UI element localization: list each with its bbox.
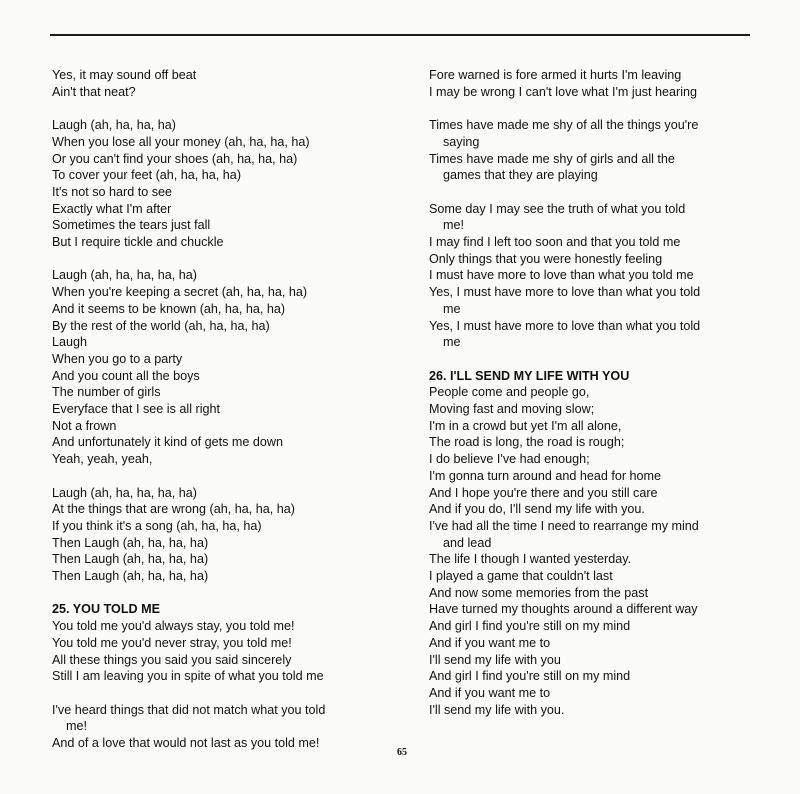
lyric-line: I may find I left too soon and that you told me <box>429 235 681 249</box>
lyric-line: All these things you said you said sincerely <box>52 652 292 667</box>
lyric-line-continuation: and lead <box>443 535 492 550</box>
lyric-line: Yes, I must have more to love than what you told <box>429 285 701 300</box>
lyric-line: Yes, it may sound off beat <box>52 68 197 82</box>
lyric-line: Only things that you were honestly feeling <box>429 251 663 266</box>
left-column <box>52 67 382 752</box>
lyric-line: Then Laugh (ah, ha, ha, ha) <box>52 535 209 550</box>
lyric-line: And girl I find you're still on my mind <box>429 619 631 634</box>
right-column <box>429 67 759 718</box>
lyric-line: I must have more to love than what you told me <box>429 268 694 283</box>
stanza-break <box>52 685 382 702</box>
lyric-line: I'll send my life with you <box>429 652 561 667</box>
lyric-line: You told me you'd always stay, you told me! <box>52 619 295 634</box>
lyric-line: Laugh (ah, ha, ha, ha) <box>52 118 176 133</box>
lyric-line: And I hope you're there and you still care <box>429 485 658 500</box>
lyric-line: If you think it's a song (ah, ha, ha, ha) <box>52 518 262 533</box>
lyric-line: When you're keeping a secret (ah, ha, ha, ha) <box>52 285 308 300</box>
page-number: 65 <box>397 747 407 758</box>
lyric-line: At the things that are wrong (ah, ha, ha, ha) <box>52 502 295 517</box>
lyric-line: I'm in a crowd but yet I'm all alone, <box>429 418 622 433</box>
lyric-line: I may be wrong I can't love what I'm just hearing <box>429 84 698 99</box>
lyric-line-continuation: me <box>443 301 461 316</box>
stanza-break <box>52 100 382 117</box>
lyric-line: Fore warned is fore armed it hurts I'm leaving <box>429 68 682 82</box>
lyric-line: When you go to a party <box>52 351 183 366</box>
stanza-break <box>429 351 759 368</box>
lyric-line: And unfortunately it kind of gets me down <box>52 435 284 450</box>
lyric-line: I've heard things that did not match what you told <box>52 702 326 717</box>
lyric-line: And girl I find you're still on my mind <box>429 669 631 684</box>
lyric-line: By the rest of the world (ah, ha, ha, ha) <box>52 318 270 333</box>
stanza-break <box>52 251 382 268</box>
lyric-line: Laugh <box>52 335 88 350</box>
lyric-line: Sometimes the tears just fall <box>52 218 211 233</box>
lyric-line: The life I though I wanted yesterday. <box>429 552 632 567</box>
lyric-line: It's not so hard to see <box>52 184 173 199</box>
lyric-line-continuation: games that they are playing <box>443 168 598 183</box>
lyric-line: Or you can't find your shoes (ah, ha, ha, ha) <box>52 151 298 166</box>
lyric-line-continuation: saying <box>443 134 480 149</box>
stanza-break <box>52 468 382 485</box>
lyric-line: You told me you'd never stray, you told me! <box>52 635 292 650</box>
lyric-line: Laugh (ah, ha, ha, ha, ha) <box>52 268 197 283</box>
lyric-line: Some day I may see the truth of what you told <box>429 201 686 216</box>
lyric-line: And now some memories from the past <box>429 585 649 600</box>
lyric-line: People come and people go, <box>429 385 590 400</box>
lyric-line-continuation: me <box>443 335 461 350</box>
lyric-line: Yes, I must have more to love than what you told <box>429 318 701 333</box>
lyric-line: Yeah, yeah, yeah, <box>52 452 153 467</box>
lyric-line: I do believe I've had enough; <box>429 452 590 467</box>
lyric-line-continuation: me! <box>66 719 87 734</box>
lyric-line: I played a game that couldn't last <box>429 569 613 584</box>
lyric-line: And if you do, I'll send my life with you. <box>429 502 645 517</box>
lyric-line-continuation: me! <box>443 218 464 233</box>
lyric-line: Still I am leaving you in spite of what you told me <box>52 669 324 684</box>
lyric-line: Ain't that neat? <box>52 84 136 99</box>
header-rule <box>50 34 750 36</box>
lyric-line: And you count all the boys <box>52 368 200 383</box>
lyric-line: Have turned my thoughts around a different way <box>429 602 698 617</box>
lyric-line: Times have made me shy of all the things you're <box>429 118 699 133</box>
lyric-line: Everyface that I see is all right <box>52 402 220 417</box>
lyric-line: The number of girls <box>52 385 161 400</box>
lyric-line: I'll send my life with you. <box>429 702 565 717</box>
lyric-line: But I require tickle and chuckle <box>52 235 224 250</box>
stanza-break <box>52 585 382 602</box>
lyric-line: I've had all the time I need to rearrange my mind <box>429 518 699 533</box>
song-title: 25. YOU TOLD ME <box>52 602 161 617</box>
lyric-line: Not a frown <box>52 418 117 433</box>
lyric-line: Exactly what I'm after <box>52 201 172 216</box>
lyric-line: And if you want me to <box>429 685 551 700</box>
lyric-line: I'm gonna turn around and head for home <box>429 468 662 483</box>
lyric-line: To cover your feet (ah, ha, ha, ha) <box>52 168 242 183</box>
lyric-line: The road is long, the road is rough; <box>429 435 625 450</box>
lyric-line: When you lose all your money (ah, ha, ha, ha) <box>52 134 310 149</box>
lyric-line: And of a love that would not last as you told me! <box>52 736 320 751</box>
lyric-line: And it seems to be known (ah, ha, ha, ha) <box>52 301 286 316</box>
stanza-break <box>429 184 759 201</box>
stanza-break <box>429 100 759 117</box>
lyric-line: Moving fast and moving slow; <box>429 402 595 417</box>
lyric-line: Then Laugh (ah, ha, ha, ha) <box>52 552 209 567</box>
song-title: 26. I'LL SEND MY LIFE WITH YOU <box>429 368 630 383</box>
lyric-line: Times have made me shy of girls and all the <box>429 151 675 166</box>
lyric-line: And if you want me to <box>429 635 551 650</box>
lyric-line: Then Laugh (ah, ha, ha, ha) <box>52 569 209 584</box>
lyric-line: Laugh (ah, ha, ha, ha, ha) <box>52 485 197 500</box>
